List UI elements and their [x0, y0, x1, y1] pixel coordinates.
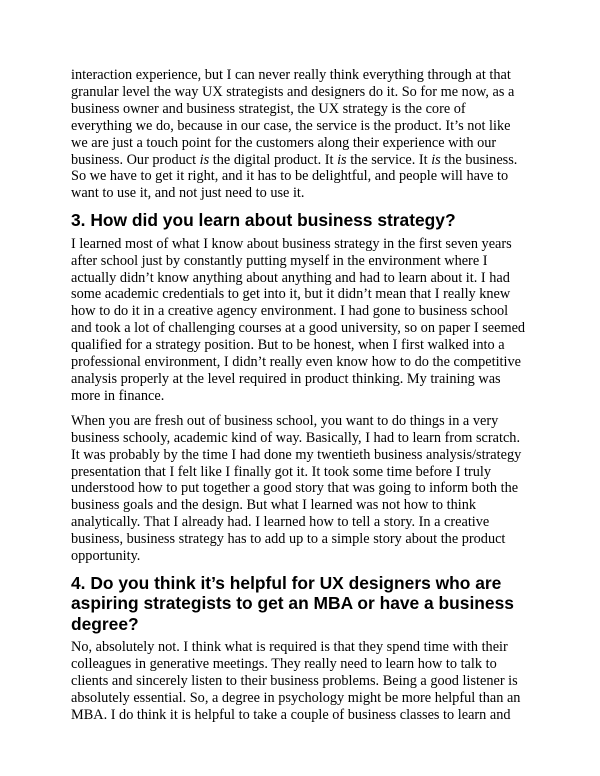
- emphasis-is: is: [431, 151, 441, 168]
- answer-3-paragraph-2: When you are fresh out of business school, you want to do things in a very business schooly, academic kind of way. Basically, I had to learn from scratch. It was probably by the time I had done my twentieth business analysis/strategy presentation that I felt like I finally got it. It took some time before I truly understood how to put together a good story that was going to inform both the business goals and the design. But what I learned was not how to think analytically. That I already had. I learned how to tell a story. In a creative business, business strategy has to add up to a simple story about the product opportunity.: [71, 412, 522, 565]
- answer-4-paragraph-1: No, absolutely not. I think what is required is that they spend time with their colleagues in generative meetings. They really need to learn how to talk to clients and sincerely listen to their business problems. Being a good listener is absolutely essential. So, a degree in psychology might be more helpful than an MBA. I do think it is helpful to take a couple of business classes to learn and: [71, 639, 521, 724]
- answer-3-paragraph-1: I learned most of what I know about business strategy in the first seven years after school just by constantly putting myself in the environment where I actually didn’t know anything about anything and had to learn about it. I had some academic credentials to get into it, but it didn’t mean that I really knew how to do it in a creative agency environment. I had gone to business school and took a lot of challenging courses at a good university, so on paper I seemed qualified for a strategy position. But to be honest, when I first walked into a professional environment, I didn’t really even know how to do the competitive analysis properly at the level required in product thinking. My training was more in finance.: [71, 235, 526, 404]
- emphasis-is: is: [337, 151, 347, 168]
- paragraph-ux-strategy-core: interaction experience, but I can never really think everything through at that granular level the way UX strategists and designers do it. So for me now, as a business owner and business strategist, the UX strategy is the core of everything we do, because in our case, the service is the product. It’s not like we are just a touch point for the customers along their experience with our business. Our product is the digital product. It is the service. It is the business. So we have to get it right, and it has to be delightful, and people will have to want to use it, and not just need to use it.: [71, 67, 518, 202]
- question-3-heading: 3. How did you learn about business strategy?: [71, 210, 456, 231]
- question-4-heading: 4. Do you think it’s helpful for UX designers who are aspiring strategists to get an MBA or have a business degree?: [71, 572, 514, 634]
- emphasis-is: is: [199, 151, 210, 168]
